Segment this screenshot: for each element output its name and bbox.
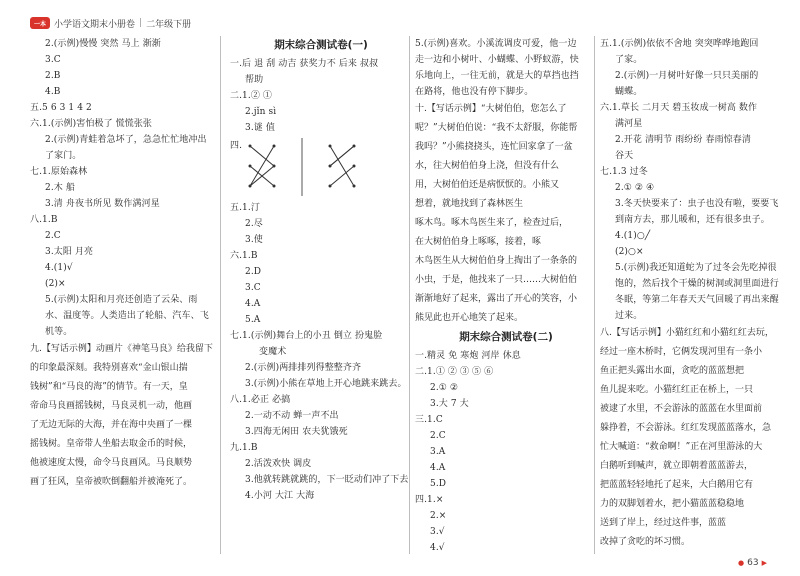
answer-line: 3.大 7 大: [430, 399, 469, 409]
page-number-text: 63: [747, 558, 759, 568]
matching-dot: [329, 165, 332, 168]
answer-line: 2.jǐn sì: [245, 107, 277, 117]
answer-line: 2.(示例)一月树叶好像一只只美丽的: [615, 71, 759, 81]
matching-dot: [249, 145, 252, 148]
answer-line: 2.开花 清明节 雨纷纷 春雨惊春清: [615, 135, 751, 145]
column-divider: [220, 36, 221, 554]
grade-label: 二年级下册: [146, 19, 192, 30]
answer-line: 鱼正把头露出水面，贪吃的蓝蓝想把: [600, 366, 745, 376]
answer-line: 二.1.② ①: [230, 91, 273, 101]
matching-dot: [249, 165, 252, 168]
answer-line: 四.1.×: [415, 495, 444, 505]
matching-dot: [249, 185, 252, 188]
page-header: [30, 15, 191, 31]
answer-line: 八.【写话示例】小猫红红和小猫红红去玩，: [600, 328, 774, 338]
answer-line: 5.(示例)太阳和月亮还创造了云朵、雨: [45, 295, 198, 305]
answer-line: 六.1.草长 二月天 碧玉妆成一树高 数作: [600, 103, 758, 113]
answer-line: 水，往大树伯伯身上浇，但没有什么: [415, 161, 560, 171]
brand-logo: 一本: [30, 17, 50, 29]
answer-line: 一.后 退 刮 动吉 获奖力不 后来 叔叔: [230, 59, 379, 69]
answer-line: 3.他就转跳就跳的，下一眨动们冲了下去: [245, 475, 409, 485]
answer-line: 谷天: [615, 151, 634, 161]
answer-line: 改掉了贪吃的坏习惯。: [600, 537, 691, 547]
answer-line: 2.×: [430, 511, 447, 521]
matching-dot: [329, 145, 332, 148]
answer-line: 力的双脚划着水，把小猫蓝蓝稳稳地: [600, 499, 745, 509]
answer-line: 帝命马良画摇钱树，马良灵机一动，他画: [30, 401, 193, 411]
answer-line: 了家。: [615, 55, 643, 65]
answer-line: 八.1.B: [30, 215, 58, 225]
matching-line: [250, 146, 274, 166]
matching-dot: [353, 185, 356, 188]
answer-line: 经过一座木桥时，它俩发现河里有一条小: [600, 347, 763, 357]
answer-line: 五.1.汀: [230, 203, 260, 213]
book-title: 小学语文期末小册卷: [54, 19, 136, 30]
answer-line: 七.1.原始森林: [30, 167, 88, 177]
matching-diagram: [230, 138, 412, 198]
answer-line: 3.√: [430, 527, 445, 537]
answer-line: 3.C: [45, 55, 61, 65]
answer-line: 饱的，然后找个干燥的树洞或洞里面进行: [615, 279, 779, 289]
answer-line: 3.清 舟夜书所见 数作满河星: [45, 199, 160, 209]
answer-line: 5.D: [430, 479, 447, 489]
answer-line: 2.B: [45, 71, 61, 81]
answer-line: 把蓝蓝轻轻地托了起来，大白鹅用它有: [600, 480, 754, 490]
answer-line: 躲挣着，不会游泳。红红发现蓝蓝落水，急: [600, 423, 772, 433]
answer-line: 熊见此也开心地笑了起来。: [415, 313, 524, 323]
answer-column-2: [230, 36, 412, 504]
answer-line: 变魔术: [259, 347, 287, 357]
answer-line: 4.A: [245, 299, 261, 309]
matching-dot: [353, 165, 356, 168]
matching-dot: [353, 145, 356, 148]
answer-line: 钱树”和“马良的海”的情节。有一天，皇: [30, 382, 188, 392]
answer-line: 的印象最深刻。我特别喜欢“金山银山揣: [30, 363, 188, 373]
question-number: 四.: [230, 141, 243, 151]
answer-line: 六.1.(示例)害怕极了 慌慌张张: [30, 119, 153, 129]
answer-line: 5.(示例)喜欢。小溪流调皮可爱，他一边: [415, 39, 577, 49]
answer-line: 4.(1)○╱: [615, 231, 651, 241]
answer-line: 2.(示例)两排排列得整整齐齐: [245, 363, 362, 373]
matching-line: [330, 166, 354, 186]
answer-line: 呢？”大树伯伯说：“我不太舒服，你能帮: [415, 123, 578, 133]
answer-line: 3.四海无闲田 农夫犹饿死: [245, 427, 348, 437]
answer-line: 机等。: [45, 327, 73, 337]
section-title: 期末综合测试卷(一): [274, 39, 368, 51]
answer-line: 2.D: [245, 267, 262, 277]
answer-line: 过来。: [615, 311, 643, 321]
matching-dot: [329, 185, 332, 188]
answer-line: 八.1.必正 必搞: [230, 395, 291, 405]
answer-line: 4.√: [430, 543, 445, 553]
answer-line: 到南方去，那儿暖和，还有很多虫子。: [615, 215, 770, 225]
section-title: 期末综合测试卷(二): [459, 331, 553, 343]
matching-dot: [273, 145, 276, 148]
answer-line: 在路将，他也没有停下脚步。: [415, 87, 534, 97]
answer-line: 我吗？”小熊挠挠头，连忙回家拿了一盆: [415, 142, 573, 152]
answer-line: 4.B: [45, 87, 61, 97]
answer-line: 2.(示例)慢慢 突然 马上 渐渐: [45, 39, 161, 49]
answer-line: 4.(1)√: [45, 263, 73, 273]
answer-line: 满河星: [615, 119, 643, 129]
answer-line: 被逮了水里，不会游泳的蓝蓝在水里面前: [600, 404, 763, 414]
answer-line: 五.5 6 3 1 4 2: [30, 103, 92, 113]
answer-line: 3.太阳 月亮: [45, 247, 94, 257]
answer-line: 5.A: [245, 315, 261, 325]
answer-line: 冬眠，等第二年春天天气回暖了再出来醒: [615, 295, 779, 305]
answer-line: 九.【写话示例】动画片《神笔马良》给我留下: [30, 344, 213, 354]
answer-line: 想着，就地找到了森林医生: [415, 199, 524, 209]
answer-line: 3.(示例)小熊在草地上开心地跳来跳去。: [245, 379, 407, 389]
matching-line: [330, 146, 354, 166]
page-dot-icon: ▶: [761, 559, 767, 567]
answer-line: 走一边和小树叶、小蝴蝶、小野蚁游，快: [415, 55, 579, 65]
answer-line: 2.活泼欢快 调皮: [245, 459, 312, 469]
header-separator: |: [139, 18, 143, 28]
answer-line: 2.一动不动 蝉一声不出: [245, 411, 339, 421]
answer-line: 2.① ② ④: [615, 183, 655, 193]
answer-line: 五.1.(示例)依依不舍地 突突哗哗地跑回: [600, 39, 759, 49]
answer-line: 3.冬天快要来了：虫子也没有啦，要要飞: [615, 199, 779, 209]
answer-line: 2.(示例)青蛙着急坏了，急急忙忙地冲出: [45, 135, 207, 145]
answer-line: 送到了岸上，经过这件事，蓝蓝: [600, 518, 727, 528]
answer-line: 忙大喊道：“救命啊！”正在河里游泳的大: [600, 442, 763, 452]
answer-line: 一.精灵 免 寒炮 河岸 休息: [415, 351, 521, 361]
answer-line: 3.C: [245, 283, 261, 293]
answer-line: 白鹅听到喊声，就立即朝着蓝蓝游去，: [600, 461, 754, 471]
answer-line: 了家门。: [45, 151, 82, 161]
answer-line: 4.小河 大江 大海: [245, 491, 315, 501]
answer-line: 帮助: [245, 75, 264, 85]
answer-line: 摇钱树。皇帝带人坐船去取金币的时候，: [30, 439, 193, 449]
answer-line: (2)×: [45, 279, 66, 289]
answer-line: 3.A: [430, 447, 446, 457]
answer-line: 2.木 船: [45, 183, 75, 193]
answer-line: 二.1.① ② ③ ⑤ ⑥: [415, 367, 494, 377]
matching-line: [250, 146, 274, 186]
answer-line: 水、温度等。人类造出了轮船、汽车、飞: [45, 311, 209, 321]
answer-line: 鱼儿捉来吃。小猫红红正在桥上，一只: [600, 385, 754, 395]
answer-line: 2.C: [430, 431, 446, 441]
answer-line: 用，大树伯伯还是病恹恹的。小熊又: [415, 180, 560, 190]
answer-line: 在大树伯伯身上啄啄，接着，啄: [415, 237, 542, 247]
answer-line: 渐渐地好了起来，露出了开心的笑容，小: [415, 294, 578, 304]
answer-line: 七.1.(示例)舞台上的小丑 倒立 扮鬼脸: [230, 331, 383, 341]
answer-line: 七.1.3 过冬: [600, 167, 648, 177]
answer-line: 九.1.B: [230, 443, 258, 453]
answer-line: (2)○×: [615, 247, 644, 257]
answer-line: 小虫，于是，他找来了一只……大树伯伯: [415, 275, 578, 285]
answer-line: 啄木鸟。啄木鸟医生来了，检查过后，: [415, 218, 569, 228]
answer-column-1: [30, 36, 213, 492]
matching-dot: [273, 185, 276, 188]
answer-line: 2.C: [45, 231, 61, 241]
answer-line: 5.(示例)我还知道蛇为了过冬会先吃掉很: [615, 263, 777, 273]
matching-line: [330, 146, 354, 186]
answer-line: 六.1.B: [230, 251, 258, 261]
answer-line: 2.尽: [245, 219, 263, 229]
page-number: [735, 558, 770, 568]
answer-column-4: [600, 36, 780, 552]
answer-line: 画了狂风，皇帝被吹倒翻船并被淹死了。: [30, 477, 193, 487]
answer-column-3: [415, 36, 597, 556]
matching-dot: [273, 165, 276, 168]
answer-line: 他被速度太慢，命令马良画风。马良顺势: [30, 458, 193, 468]
answer-line: 十.【写话示例】“大树伯伯，您怎么了: [415, 104, 567, 114]
answer-line: 3.使: [245, 235, 263, 245]
answer-line: 3.谜 值: [245, 123, 275, 133]
answer-line: 4.A: [430, 463, 446, 473]
answer-line: 三.1.C: [415, 415, 443, 425]
answer-line: 2.① ②: [430, 383, 459, 393]
answer-line: 了无边无际的大海，并在海中央画了一棵: [30, 420, 193, 430]
answer-line: 乐地向上，一往无前，就是大的草挡也挡: [415, 71, 579, 81]
answer-line: 木鸟医生从大树伯伯身上掏出了一条条的: [415, 256, 578, 266]
page-dot-icon: ●: [738, 559, 745, 567]
answer-line: 蝴蝶。: [615, 87, 643, 97]
